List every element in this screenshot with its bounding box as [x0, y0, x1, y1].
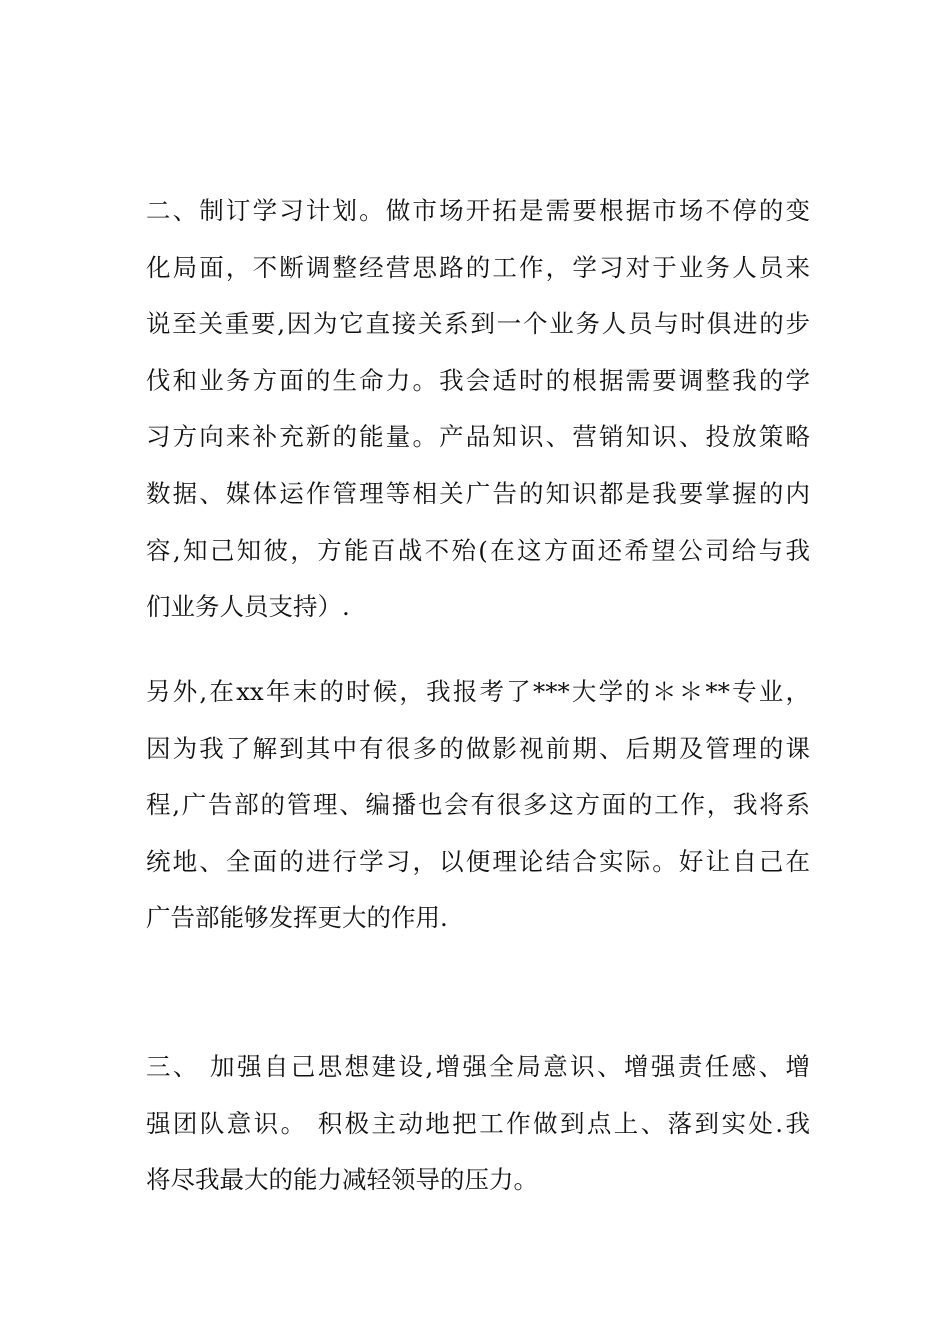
text-line: 将尽我最大的能力减轻领导的压力。: [146, 1165, 538, 1195]
text-line: 们业务人员支持）.: [146, 592, 350, 622]
text-line: 数据、媒体运作管理等相关广告的知识都是我要掌握的内: [146, 478, 810, 508]
text-line: 另外,在xx年末的时候，我报考了***大学的＊＊**专业，: [146, 677, 810, 706]
text-line: 二、制订学习计划。做市场开拓是需要根据市场不停的变: [146, 196, 810, 225]
text-line: 习方向来补充新的能量。产品知识、营销知识、投放策略: [146, 422, 810, 452]
text-line: 伐和业务方面的生命力。我会适时的根据需要调整我的学: [146, 365, 810, 395]
text-line: 广告部能够发挥更大的作用.: [146, 903, 448, 933]
text-line: 三、 加强自己思想建设,增强全局意识、增强责任感、增: [146, 1052, 810, 1081]
text-line: 统地、全面的进行学习，以便理论结合实际。好让自己在: [146, 846, 810, 876]
paragraph-further-study: [146, 664, 810, 947]
text-line: 化局面，不断调整经营思路的工作，学习对于业务人员来: [146, 252, 810, 282]
text-line: 因为我了解到其中有很多的做影视前期、后期及管理的课: [146, 733, 810, 763]
text-line: 程,广告部的管理、编播也会有很多这方面的工作，我将系: [146, 790, 810, 820]
text-line: 说至关重要,因为它直接关系到一个业务人员与时俱进的步: [146, 309, 810, 339]
paragraph-study-plan: [146, 183, 810, 636]
text-line: 容,知己知彼，方能百战不殆(在这方面还希望公司给与我: [146, 535, 810, 565]
text-line: 强团队意识。 积极主动地把工作做到点上、落到实处.我: [146, 1108, 810, 1138]
paragraph-ideological-building: [146, 1039, 810, 1209]
